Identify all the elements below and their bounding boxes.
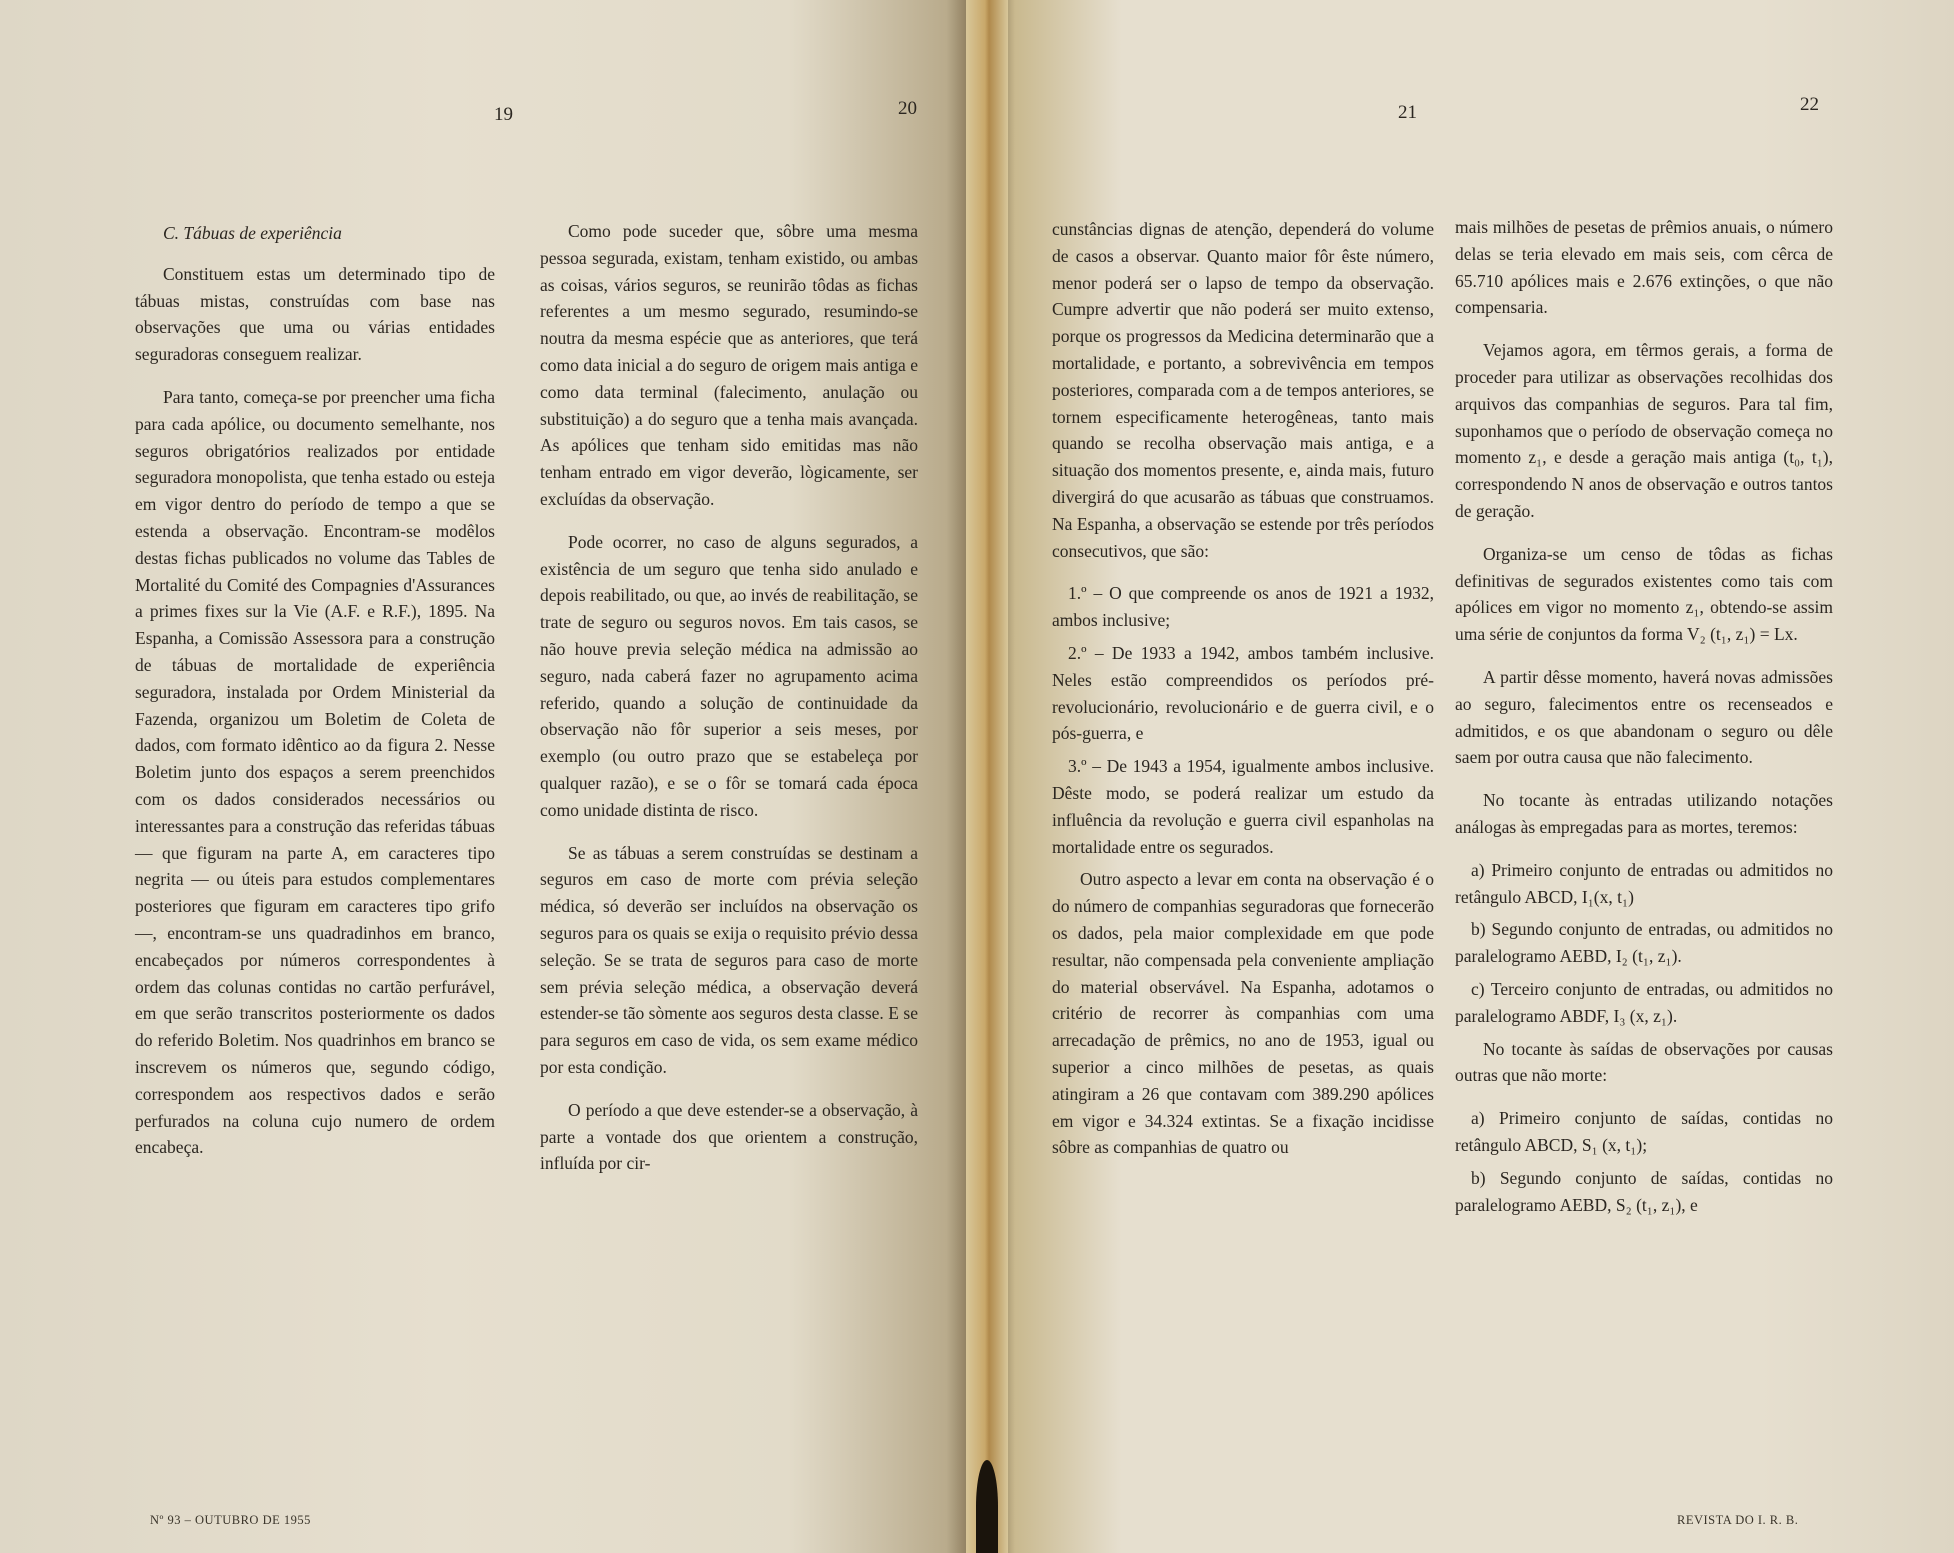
paragraph: cunstâncias dignas de atenção, dependerá do volume de casos a observar. Quanto maior fôr êste número, menor poderá ser o lapso de tempo da observação. Cumpre advertir que não poderá ser muito extenso, porque os progressos da Medicina determinarão que a mortalidade, e portanto, a sobrevivência em tempos posteriores, comparada com a de tempos anteriores, se tornem especificamente heterogêneas, tanto mais quando se recolha observação mais antiga, e a situação dos momentos presente, e, ainda mais, futuro divergirá do que acusarão as tábuas que construamos. Na Espanha, a observação se estende por três períodos consecutivos, que são: <box>1052 219 1434 561</box>
page-number-20: 20 <box>898 98 917 119</box>
list-item: 1.º – O que compreende os anos de 1921 a 1932, ambos inclusive; <box>1052 583 1434 631</box>
paragraph: Organiza-se um censo de tôdas as fichas definitivas de segurados existentes como tais com apólices em vigor no momento z₁, obtendo-se assim uma série de conjuntos da forma V₂ (t₁, z₁) = Lx. <box>1455 543 1833 645</box>
paragraph: Pode ocorrer, no caso de alguns segurados, a existência de um seguro que tenha sido anulado e depois reabilitado, ou que, ao invés de reabilitação, se trate de seguro ou seguros novos. Em tais casos, se não houve previa seleção médica na admissão ao seguro, nada caberá fazer no agrupamento acima referido, quando a solução de continuidade da observação não fôr superior a seis meses, por exemplo (ou outro prazo que se estabeleça por qualquer razão), e se o fôr se tomará cada época como unidade distinta de risco. <box>540 531 918 820</box>
footer-right: REVISTA DO I. R. B. <box>1677 1513 1799 1527</box>
page-number-21: 21 <box>1398 102 1417 123</box>
list-item: 3.º – De 1943 a 1954, igualmente ambos inclusive. Dêste modo, se poderá realizar um estudo da influência da revolução e guerra civil espanholas na mortalidade entre os segurados. <box>1052 756 1434 857</box>
binding-shadow <box>976 1460 998 1553</box>
list-item: b) Segundo conjunto de saídas, contidas no paralelogramo AEBD, S₂ (t₁, z₁), e <box>1455 1167 1833 1215</box>
list-item: 2.º – De 1933 a 1942, ambos também inclusive. Neles estão compreendidos os períodos pré-revolucionário, revolucionário e de guerra civil, e o pós-guerra, e <box>1052 642 1434 744</box>
section-heading: C. Tábuas de experiência <box>163 223 342 243</box>
column-4 <box>1455 214 1833 1224</box>
paragraph: A partir dêsse momento, haverá novas admissões ao seguro, falecimentos entre os recenseados e admitidos, e os que abandonam o seguro ou dêle saem por outra causa que não falecimento. <box>1455 666 1833 768</box>
paragraph: Outro aspecto a levar em conta na observação é o do número de companhias seguradoras que fornecerão os dados, pela maior complexidade em que pode resultar, não compensada pela conveniente ampliação do material observável. Na Espanha, adotamos o critério de recorrer às companhias com uma arrecadação de prêmics, no ano de 1953, igual ou superior a cinco milhões de pesetas, as quais atingiram a 26 que contavam com 389.290 apólices em vigor e 34.324 extintas. Se a fixação incidisse sôbre as companhias de quatro ou <box>1052 869 1434 1158</box>
paragraph: Para tanto, começa-se por preencher uma ficha para cada apólice, ou documento semelhante, nos seguros obrigatórios realizados por entidade seguradora monopolista, que tenha estado ou esteja em vigor dentro do período de tempo a que se estenda a observação. Encontram-se modêlos destas fichas publicados no volume das Tables de Mortalité du Comité des Compagnies d'Assurances a primes fixes sur la Vie (A.F. e R.F.), 1895. Na Espanha, a Comissão Assessora para a construção de tábuas de mortalidade de experiência seguradora, instalada por Ordem Ministerial da Fazenda, organizou um Boletim de Coleta de dados, com formato idêntico ao da figura 2. Nesse Boletim junto dos espaços a serem preenchidos com os dados considerados necessários ou interessantes para a construção das referidas tábuas — que figuram na parte A, em caracteres tipo negrita — ou úteis para estudos complementares posteriores que figuram em caracteres tipo grifo —, encontram-se uns quadradinhos em branco, encabeçados por números correspondentes à ordem das colunas contidas no cartão perfurável, em que serão transcritos posteriormente os dados do referido Boletim. Nos quadrinhos em branco se inscrevem os números que, segundo código, correspondem aos respectivos dados e serão perfurados na coluna cujo numero de ordem encabeça. <box>135 386 495 1158</box>
page-number-19: 19 <box>494 104 513 125</box>
list-item: a) Primeiro conjunto de entradas ou admitidos no retângulo ABCD, I₁(x, t₁) <box>1455 859 1833 907</box>
paragraph: mais milhões de pesetas de prêmios anuais, o número delas se teria elevado em mais seis, com cêrca de 65.710 apólices mais e 2.676 extinções, o que não compensaria. <box>1455 217 1833 318</box>
paragraph: No tocante às entradas utilizando notações análogas às empregadas para as mortes, teremos: <box>1455 790 1833 837</box>
list-item: a) Primeiro conjunto de saídas, contidas no retângulo ABCD, S₁ (x, t₁); <box>1455 1108 1833 1155</box>
column-1 <box>135 220 495 1177</box>
paragraph: Se as tábuas a serem construídas se destinam a seguros em caso de morte com prévia seleção médica, só deverão ser incluídos na observação os seguros para os quais se exija o requisito prévio dessa seleção. Se se trata de seguros para caso de morte sem prévia seleção médica, a observação deverá estender-se tão sòmente aos seguros desta classe. E se para seguros em caso de vida, os sem exame médico por esta condição. <box>540 842 918 1077</box>
page-number-22: 22 <box>1800 94 1819 115</box>
footer-left: Nº 93 – OUTUBRO DE 1955 <box>150 1513 311 1527</box>
paragraph: Como pode suceder que, sôbre uma mesma pessoa segurada, existam, tenham existido, ou ambas as coisas, vários seguros, se reunirão tôdas as fichas referentes a um mesmo segurado, resumindo-se noutra da mesma espécie que as anteriores, que terá como data inicial a do seguro de origem mais antiga e como data terminal (falecimento, anulação ou substituição) a do seguro que a tenha mais avançada. As apólices que tenham sido emitidas mas não tenham entrado em vigor deverão, lògicamente, ser excluídas da observação. <box>540 221 918 509</box>
column-3 <box>1052 216 1434 1177</box>
list-item: c) Terceiro conjunto de entradas, ou admitidos no paralelogramo ABDF, I₃ (x, z₁). <box>1455 978 1833 1026</box>
paragraph: Constituem estas um determinado tipo de tábuas mistas, construídas com base nas observações que uma ou várias entidades seguradoras conseguem realizar. <box>135 263 495 365</box>
paragraph: O período a que deve estender-se a observação, à parte a vontade dos que orientem a construção, influída por cir- <box>540 1099 918 1174</box>
book-gutter <box>966 0 1008 1553</box>
column-2 <box>540 218 918 1193</box>
list-item: b) Segundo conjunto de entradas, ou admitidos no paralelogramo AEBD, I₂ (t₁, z₁). <box>1455 919 1833 967</box>
paragraph: No tocante às saídas de observações por causas outras que não morte: <box>1455 1038 1833 1086</box>
paragraph: Vejamos agora, em têrmos gerais, a forma de proceder para utilizar as observações recolhidas dos arquivos das companhias de seguros. Para tal fim, suponhamos que o período de observação começa no momento z₁, e desde a geração mais antiga (t₀, t₁), correspondendo N anos de observação e outros tantos de geração. <box>1455 340 1833 521</box>
